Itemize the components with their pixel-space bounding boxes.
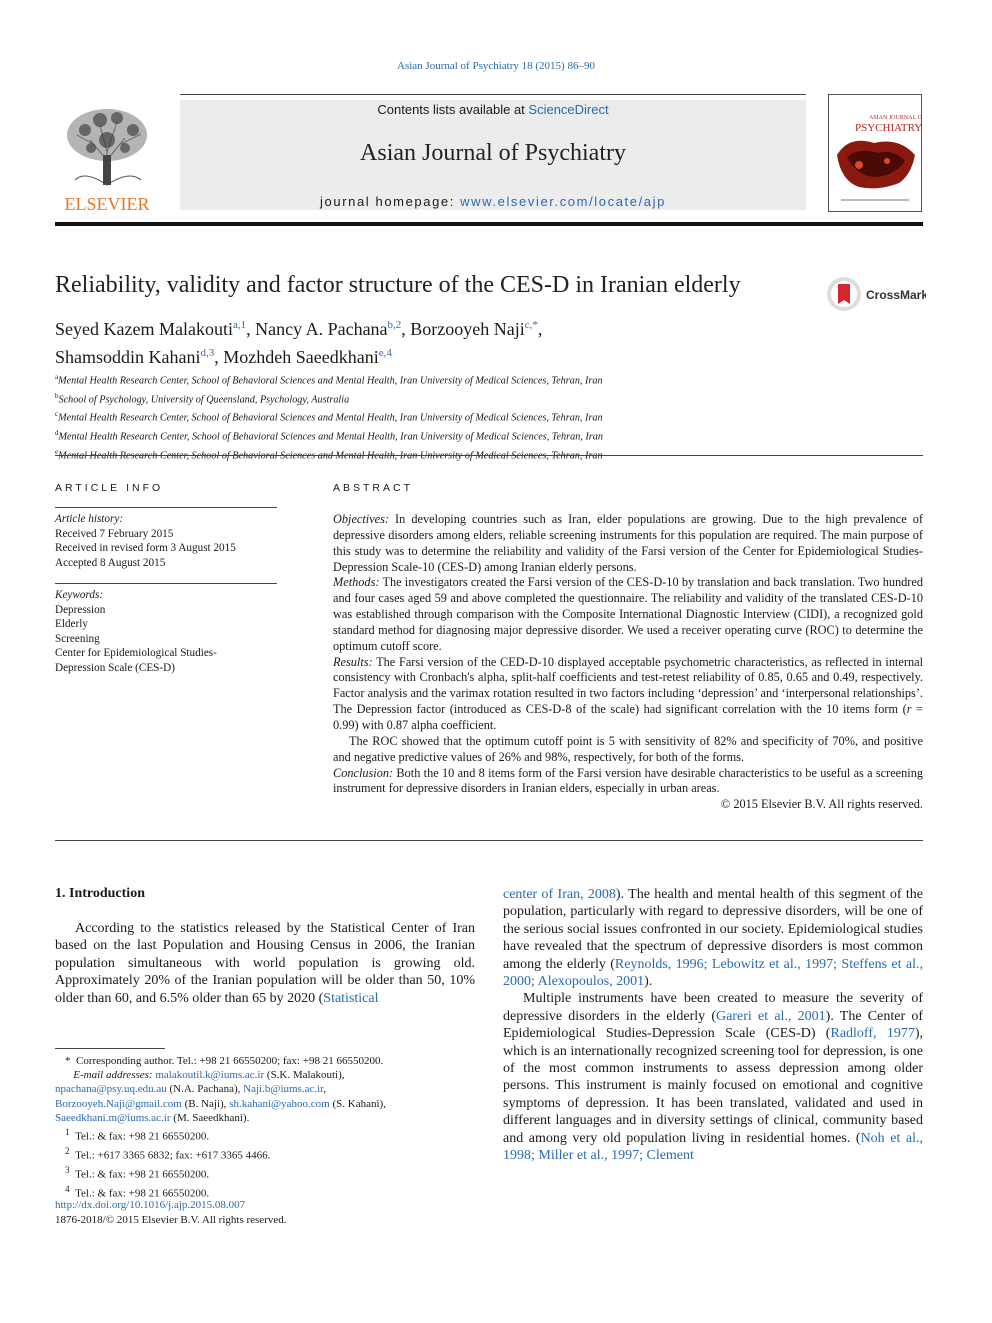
conclusion-label: Conclusion: xyxy=(333,765,394,780)
author[interactable] xyxy=(55,319,255,339)
affiliation-mark: e xyxy=(55,447,59,456)
article-info-heading: ARTICLE INFO xyxy=(55,482,164,494)
crossmark-label: CrossMark xyxy=(866,288,926,302)
author[interactable] xyxy=(55,347,223,367)
journal-name: Asian Journal of Psychiatry xyxy=(360,140,626,166)
contents-prefix: Contents lists available at xyxy=(377,102,529,117)
crossmark-icon xyxy=(826,276,926,312)
affiliation-text: Mental Health Research Center, School of Behavioral Sciences and Mental Health, Iran University of Medical Sciences, Tehran, Iran xyxy=(58,375,603,387)
article-history xyxy=(55,512,277,570)
citation-link[interactable]: Reynolds, 1996; Lebowitz et al., 1997; Steffens et al., 2000; Alexopoulos, 2001 xyxy=(503,956,923,990)
author-name: Borzooyeh Naji xyxy=(410,319,525,339)
email-link[interactable]: Naji.b@iums.ac.ir xyxy=(243,1083,324,1096)
footnote-rule xyxy=(55,1048,165,1049)
received-date: Received 7 February 2015 xyxy=(55,527,174,540)
author-separator: , xyxy=(537,319,543,339)
email-owner: (S. Kahani), xyxy=(329,1097,386,1110)
issn-copyright: 1876-2018/© 2015 Elsevier B.V. All rights reserved. xyxy=(55,1213,287,1226)
paragraph-text: ). The Center of Epidemiological Studies-Depression Scale (CES-D) ( xyxy=(503,1008,923,1042)
crossmark-badge[interactable] xyxy=(826,276,926,312)
author-affil-mark[interactable]: b,2 xyxy=(387,319,402,331)
author-affil-mark[interactable]: e,4 xyxy=(378,347,392,359)
email-owner: (S.K. Malakouti), xyxy=(264,1069,345,1082)
author-affil-mark[interactable]: a,1 xyxy=(232,319,247,331)
keywords-label: Keywords: xyxy=(55,589,104,601)
affiliation-mark: a xyxy=(55,373,59,381)
intro-paragraph xyxy=(55,920,475,1007)
author[interactable] xyxy=(223,347,392,367)
author-affil-mark[interactable]: d,3 xyxy=(200,347,215,359)
article-info-rule xyxy=(55,583,277,584)
results-label: Results: xyxy=(333,654,373,669)
author[interactable] xyxy=(255,319,410,339)
author-name: Seyed Kazem Malakouti xyxy=(55,319,233,339)
section-rule xyxy=(55,455,923,456)
affiliation xyxy=(55,407,755,426)
contents-line xyxy=(180,102,806,117)
keyword: Center for Epidemiological Studies- xyxy=(55,647,217,659)
asterisk-mark: * xyxy=(65,1055,76,1067)
doi-link[interactable]: http://dx.doi.org/10.1016/j.ajp.2015.08.007 xyxy=(55,1199,246,1211)
affiliation-text: School of Psychology, University of Queensland, Psychology, Australia xyxy=(58,394,350,406)
homepage-line xyxy=(180,194,806,209)
abstract-copyright: © 2015 Elsevier B.V. All rights reserved. xyxy=(720,797,923,812)
footnote-corresponding xyxy=(55,1054,475,1068)
email-link[interactable]: malakoutil.k@iums.ac.ir xyxy=(155,1069,265,1082)
cover-title-small: ASIAN JOURNAL OF xyxy=(869,115,921,121)
footnote-mark: 4 xyxy=(65,1183,70,1194)
section-rule xyxy=(55,840,923,841)
affiliation xyxy=(55,370,755,389)
email-owner: (B. Naji), xyxy=(181,1097,230,1110)
objectives-label: Objectives: xyxy=(333,512,389,526)
paragraph-text: ), which is an internationally recognized screening tool for depression, is one of the most common instruments to assess depression among older persons. This instrument is mainly focused on emotional and cognitive symptoms of depression. It has been translated, validated and used in different languages and in diversity settings of clinical, community based and among very old population living in residential homes. ( xyxy=(503,1026,923,1146)
results-text: The Farsi version of the CED-D-10 displayed acceptable psychometric characteristics, as reflected in internal consistency with Cronbach's alpha, split-half coefficients and test-retest reliability of 0.85, 0.65 and 0.49, respectively. Factor analysis and the varimax rotation resulted in two factors including ‘depression’ and ‘interpersonal relationships’. The Depression factor (introduced as CES-D-8 of the scale) had significant correlation with the 10 items form ( xyxy=(333,654,923,717)
footnote-mark: 1 xyxy=(65,1127,70,1138)
email-link[interactable]: Saeedkhani.m@iums.ac.ir xyxy=(55,1111,171,1124)
footnote-3 xyxy=(55,1163,475,1182)
homepage-prefix: journal homepage: xyxy=(320,194,461,209)
footnote-text: Tel.: & fax: +98 21 66550200. xyxy=(75,1130,210,1143)
header-thick-rule xyxy=(55,222,923,226)
paragraph-text: ). The health and mental health of this segment of the population, particularly with regard to depressive disorders, will be one of the serious social issues confronted in our society. Epidemiological studies have revealed that the spectrum of depressive disorders is most common among the elderly ( xyxy=(503,887,923,972)
methods-text: The investigators created the Farsi version of the CES-D-10 by translation and back translation. Two hundred and four cases aged 59 and above completed the questionnaire. The reliability and validity of the translated CES-D-10 was established through comparison with the Composite International Diagnostic Interview (CIDI), a recognized gold standard method for diagnosing major depressive disorder. We used a receiver operating curve (ROC) to determine the optimum cutoff score. xyxy=(333,575,923,653)
citation-link[interactable]: center of Iran, 2008 xyxy=(503,887,616,902)
email-owner: (N.A. Pachana), xyxy=(166,1083,244,1096)
footnote-emails-cont xyxy=(55,1097,475,1111)
abstract-body xyxy=(333,512,923,813)
affiliation-text: Mental Health Research Center, School of Behavioral Sciences and Mental Health, Iran University of Medical Sciences, Tehran, Iran xyxy=(58,450,603,462)
footnote-text: Tel.: & fax: +98 21 66550200. xyxy=(75,1168,210,1181)
objectives-text: In developing countries such as Iran, elder populations are growing. Due to the high prevalence of depressive disorders among elders, reliable screening instruments for this population are required. The main purpose of this study was to determine the reliability and validity of the Farsi version of the Center for Epidemiological Studies-Depression Scale-10 (CES-D) among Iranian elderly persons. xyxy=(333,512,923,574)
cover-title-large: PSYCHIATRY xyxy=(855,122,921,134)
email-owner: (M. Saeedkhani). xyxy=(170,1111,250,1124)
elsevier-tree-icon xyxy=(55,100,160,212)
author-name: Mozhdeh Saeedkhani xyxy=(223,347,379,367)
cover-image xyxy=(829,95,921,211)
homepage-link[interactable]: www.elsevier.com/locate/ajp xyxy=(460,194,666,209)
footnote-2 xyxy=(55,1144,475,1163)
paragraph-text: Multiple instruments have been created to measure the severity of depressive disorders in the elderly ( xyxy=(503,991,923,1024)
abstract-results xyxy=(333,655,923,734)
elsevier-wordmark: ELSEVIER xyxy=(64,194,150,212)
footnote-mark: 3 xyxy=(65,1164,70,1175)
affiliation-mark: d xyxy=(55,429,59,438)
footnote-text: Tel.: +617 3365 6832; fax: +617 3365 4466. xyxy=(75,1149,271,1162)
introduction-heading: 1. Introduction xyxy=(55,886,145,901)
footnote-text: Corresponding author. Tel.: +98 21 66550200; fax: +98 21 66550200. xyxy=(76,1055,384,1067)
intro-paragraph xyxy=(503,886,923,990)
abstract-methods xyxy=(333,575,923,654)
author-name: Shamsoddin Kahani xyxy=(55,347,201,367)
article-title: Reliability, validity and factor structure of the CES-D in Iranian elderly xyxy=(55,272,741,298)
affiliation-mark: b xyxy=(55,391,59,400)
citation-link[interactable]: Statistical xyxy=(323,990,379,1006)
author-affil-mark[interactable]: c,* xyxy=(524,319,538,331)
footnote-emails xyxy=(55,1068,475,1082)
affiliations xyxy=(55,370,755,463)
author-separator: , xyxy=(246,319,256,339)
email-owner: , xyxy=(323,1083,327,1096)
citation-link[interactable]: Gareri et al., 2001 xyxy=(716,1008,826,1024)
results-text-end: = 0.99) with 0.87 alpha coefficient. xyxy=(333,702,923,732)
methods-label: Methods: xyxy=(333,575,380,590)
keyword: Depression xyxy=(55,603,106,616)
journal-citation[interactable]: Asian Journal of Psychiatry 18 (2015) 86–90 xyxy=(397,60,595,72)
results-r-symbol: r xyxy=(906,702,912,717)
history-label: Article history: xyxy=(55,513,124,525)
journal-cover-thumbnail[interactable] xyxy=(828,94,922,212)
author-name: Nancy A. Pachana xyxy=(255,319,388,339)
citation-link[interactable]: Noh et al., 1998; Miller et al., 1997; Clement xyxy=(503,1130,923,1164)
intro-paragraph xyxy=(503,990,923,1164)
body-column-left xyxy=(55,920,475,1007)
footnote-text: Tel.: & fax: +98 21 66550200. xyxy=(75,1187,210,1200)
email-link[interactable]: npachana@psy.uq.edu.au xyxy=(55,1083,167,1096)
footnote-emails-cont xyxy=(55,1111,475,1125)
keywords xyxy=(55,588,277,675)
abstract-objectives xyxy=(333,512,923,575)
keyword: Screening xyxy=(55,632,100,645)
abstract-conclusion xyxy=(333,766,923,798)
affiliation xyxy=(55,389,755,408)
paragraph-text: According to the statistics released by the Statistical Center of Iran based on the last Population and Housing Census in 2006, the Iranian population simultaneous with world population is growing old. Approximately 20% of the Iranian population will be older than 50, 10% older than 60, and 6.5% older than 65 by 2020 ( xyxy=(55,921,475,1006)
footnote-emails-cont xyxy=(55,1082,475,1096)
keyword: Depression Scale (CES-D) xyxy=(55,661,175,674)
email-label: E-mail addresses: xyxy=(73,1069,153,1082)
affiliation-text: Mental Health Research Center, School of Behavioral Sciences and Mental Health, Iran University of Medical Sciences, Tehran, Iran xyxy=(58,431,603,443)
affiliation xyxy=(55,426,755,445)
abstract-heading: ABSTRACT xyxy=(333,482,414,494)
article-info-rule xyxy=(55,507,277,508)
conclusion-text: Both the 10 and 8 items form of the Farsi version have desirable characteristics to be useful as a screening instrument for depressive disorders in Iranian elders, especially in urban areas. xyxy=(333,765,923,796)
paragraph-text: ). xyxy=(644,974,653,990)
email-link[interactable]: sh.kahani@yahoo.com xyxy=(229,1097,330,1110)
email-link[interactable]: Borzooyeh.Naji@gmail.com xyxy=(55,1097,182,1110)
affiliation-mark: c xyxy=(55,410,59,419)
author[interactable] xyxy=(410,319,542,339)
keyword: Elderly xyxy=(55,618,88,630)
affiliation-text: Mental Health Research Center, School of Behavioral Sciences and Mental Health, Iran University of Medical Sciences, Tehran, Iran xyxy=(58,412,603,424)
elsevier-logo[interactable] xyxy=(55,100,160,212)
abstract-roc: The ROC showed that the optimum cutoff point is 5 with sensitivity of 82% and specificity of 70%, and positive and negative predictive values of 26% and 98%, respectively, for both of the forms. xyxy=(333,733,923,764)
doi-block xyxy=(55,1198,287,1227)
author-list xyxy=(55,313,815,369)
author-separator: , xyxy=(401,319,411,339)
footnote-mark: 2 xyxy=(65,1145,70,1156)
sciencedirect-link[interactable]: ScienceDirect xyxy=(528,102,609,117)
footnotes xyxy=(55,1054,475,1200)
header-rule xyxy=(180,94,806,95)
body-column-right xyxy=(503,886,923,1165)
footnote-1 xyxy=(55,1125,475,1144)
revised-date: Received in revised form 3 August 2015 xyxy=(55,542,236,554)
citation-link[interactable]: Radloff, 1977 xyxy=(830,1026,915,1042)
accepted-date: Accepted 8 August 2015 xyxy=(55,556,166,569)
author-separator: , xyxy=(214,347,224,367)
